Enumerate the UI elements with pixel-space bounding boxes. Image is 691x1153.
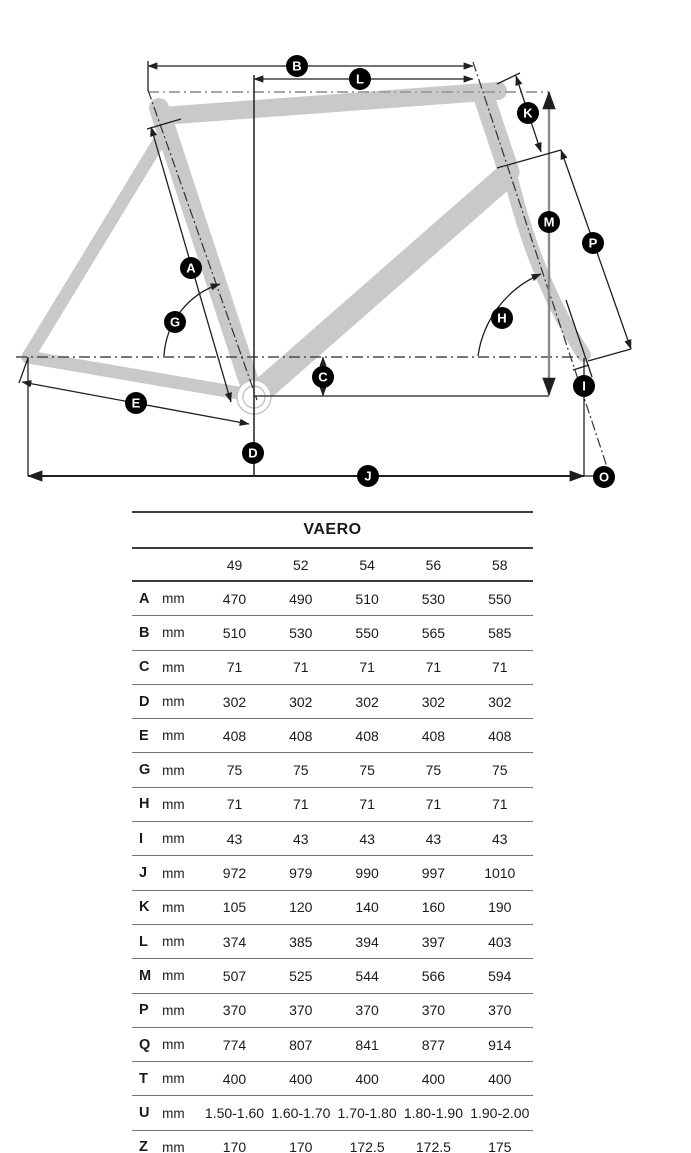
cell-value: 105 <box>201 890 267 924</box>
table-row <box>132 616 533 650</box>
table-row <box>132 1027 533 1061</box>
row-unit: mm <box>159 890 201 924</box>
cell-value: 370 <box>467 993 533 1027</box>
table-title-row <box>132 512 533 548</box>
cell-value: 530 <box>421 590 446 607</box>
table-row <box>132 1096 533 1130</box>
cell-value: 302 <box>400 684 466 718</box>
seat-stay <box>28 130 166 357</box>
size-column-header: 58 <box>467 548 533 581</box>
cell-value: 394 <box>334 924 400 958</box>
dim-label-P <box>582 232 604 254</box>
cell-value: 43 <box>268 822 334 856</box>
row-label: P <box>132 993 159 1027</box>
dim-label-M <box>538 211 560 233</box>
cell-value: 75 <box>400 753 466 787</box>
fork <box>509 170 584 355</box>
row-label: E <box>132 719 159 753</box>
cell-value: 1.50-1.60 <box>201 1096 267 1130</box>
dim-P-bottom-tick <box>588 349 631 361</box>
row-label: Q <box>132 1027 159 1061</box>
cell-value: 75 <box>201 753 267 787</box>
row-unit: mm <box>159 753 201 787</box>
cell-value: 71 <box>467 650 533 684</box>
cell-value: 302 <box>268 684 334 718</box>
row-label: M <box>132 959 159 993</box>
dim-label-E <box>125 392 147 414</box>
table-row <box>132 993 533 1027</box>
dim-label-J <box>357 465 379 487</box>
cell-value: 71 <box>334 650 400 684</box>
row-unit: mm <box>159 822 201 856</box>
cell-value: 370 <box>400 993 466 1027</box>
cell-value: 1010 <box>467 856 533 890</box>
row-unit: mm <box>159 856 201 890</box>
svg-text:C: C <box>318 369 328 385</box>
svg-text:H: H <box>497 310 507 326</box>
cell-value: 71 <box>201 650 267 684</box>
cell-value: 71 <box>268 787 334 821</box>
cell-value: 172.5 <box>334 1130 400 1153</box>
svg-text:J: J <box>364 468 372 484</box>
row-unit: mm <box>159 719 201 753</box>
dim-label-K <box>517 102 539 124</box>
cell-value: 71 <box>268 650 334 684</box>
cell-value: 544 <box>334 959 400 993</box>
svg-text:E: E <box>131 395 141 411</box>
row-label: U <box>132 1096 159 1130</box>
empty-header-cell <box>132 548 159 581</box>
table-row <box>132 753 533 787</box>
axis-lines <box>16 62 610 476</box>
row-unit: mm <box>159 650 201 684</box>
dim-label-I <box>573 375 595 397</box>
dim-label-A <box>180 257 202 279</box>
svg-text:I: I <box>582 378 586 394</box>
size-column-header: 49 <box>201 548 267 581</box>
cell-value: 43 <box>201 822 267 856</box>
svg-text:D: D <box>248 445 258 461</box>
cell-value: 43 <box>334 822 400 856</box>
frame-geometry-diagram <box>0 0 691 500</box>
dim-label-G <box>164 311 186 333</box>
row-label: K <box>132 890 159 924</box>
svg-text:P: P <box>588 235 598 251</box>
svg-text:K: K <box>523 105 533 121</box>
row-unit: mm <box>159 993 201 1027</box>
row-label: C <box>132 650 159 684</box>
geometry-table <box>132 511 533 1153</box>
cell-value: 120 <box>268 890 334 924</box>
table-title: VAERO <box>132 512 533 548</box>
cell-value: 400 <box>400 1062 466 1096</box>
table-row <box>132 787 533 821</box>
cell-value: 774 <box>201 1027 267 1061</box>
cell-value: 370 <box>201 993 267 1027</box>
dim-label-L <box>349 68 371 90</box>
cell-value: 71 <box>201 787 267 821</box>
seat-tube <box>159 108 254 397</box>
cell-value: 550 <box>334 616 400 650</box>
row-unit: mm <box>159 787 201 821</box>
cell-value: 400 <box>201 1062 267 1096</box>
cell-value: 172.5 <box>400 1130 466 1153</box>
cell-value: 408 <box>400 719 466 753</box>
cell-value: 370 <box>268 993 334 1027</box>
size-header-row <box>132 548 533 581</box>
table-row <box>132 822 533 856</box>
cell-value: 510 <box>201 616 267 650</box>
table-row <box>132 719 533 753</box>
cell-value: 160 <box>400 890 466 924</box>
cell-value: 565 <box>400 616 466 650</box>
cell-value: 75 <box>467 753 533 787</box>
cell-value: 807 <box>268 1027 334 1061</box>
cell-value: 997 <box>400 856 466 890</box>
cell-value: 397 <box>400 924 466 958</box>
size-column-header: 54 <box>334 548 400 581</box>
cell-value: 408 <box>334 719 400 753</box>
dim-label-D <box>242 442 264 464</box>
table-row <box>132 684 533 718</box>
cell-value: 403 <box>467 924 533 958</box>
row-unit: mm <box>159 959 201 993</box>
table-row <box>132 924 533 958</box>
cell-value: 1.80-1.90 <box>400 1096 466 1130</box>
svg-text:A: A <box>186 260 196 276</box>
cell-value: 979 <box>268 856 334 890</box>
size-column-header: 56 <box>400 548 466 581</box>
cell-value: 71 <box>334 787 400 821</box>
row-label: J <box>132 856 159 890</box>
svg-text:M: M <box>543 214 555 230</box>
cell-value: 302 <box>467 684 533 718</box>
row-unit: mm <box>162 591 185 607</box>
cell-value: 507 <box>201 959 267 993</box>
cell-value: 408 <box>268 719 334 753</box>
cell-value: 510 <box>355 590 379 607</box>
cell-value: 550 <box>488 590 512 607</box>
svg-text:L: L <box>356 71 364 87</box>
cell-value: 43 <box>400 822 466 856</box>
cell-value: 175 <box>467 1130 533 1153</box>
cell-value: 914 <box>467 1027 533 1061</box>
table-row <box>132 959 533 993</box>
row-label: I <box>132 822 159 856</box>
table-row <box>132 856 533 890</box>
cell-value: 525 <box>268 959 334 993</box>
row-unit: mm <box>159 1130 201 1153</box>
cell-value: 400 <box>467 1062 533 1096</box>
geometry-table-grid <box>132 511 533 1153</box>
table-row <box>132 890 533 924</box>
cell-value: 75 <box>334 753 400 787</box>
cell-value: 470 <box>222 590 247 607</box>
bike-frame <box>28 91 584 397</box>
cell-value: 585 <box>467 616 533 650</box>
size-column-header: 52 <box>268 548 334 581</box>
dim-label-H <box>491 307 513 329</box>
cell-value: 400 <box>268 1062 334 1096</box>
cell-value: 972 <box>201 856 267 890</box>
cell-value: 1.60-1.70 <box>268 1096 334 1130</box>
svg-text:O: O <box>598 469 610 485</box>
dim-label-O <box>593 466 615 488</box>
row-unit: mm <box>159 924 201 958</box>
cell-value: 190 <box>467 890 533 924</box>
dim-label-B <box>286 55 308 77</box>
cell-value: 302 <box>334 684 400 718</box>
svg-text:B: B <box>292 58 302 74</box>
row-unit: mm <box>159 1027 201 1061</box>
row-label: H <box>132 787 159 821</box>
cell-value: 1.70-1.80 <box>334 1096 400 1130</box>
cell-value: 990 <box>334 856 400 890</box>
cell-value: 877 <box>400 1027 466 1061</box>
cell-value: 170 <box>201 1130 267 1153</box>
cell-value: 490 <box>289 590 313 607</box>
table-row <box>132 1062 533 1096</box>
table-row <box>132 650 533 684</box>
row-unit: mm <box>159 1062 201 1096</box>
cell-value: 71 <box>400 650 466 684</box>
down-tube <box>254 177 505 397</box>
row-label: Z <box>132 1130 159 1153</box>
dim-label-C <box>312 366 334 388</box>
top-tube <box>162 91 498 116</box>
row-unit: mm <box>159 616 201 650</box>
row-label: B <box>132 616 159 650</box>
dim-E-tick <box>19 358 28 383</box>
cell-value: 841 <box>334 1027 400 1061</box>
cell-value: 566 <box>400 959 466 993</box>
cell-value: 400 <box>334 1062 400 1096</box>
cell-value: 302 <box>201 684 267 718</box>
cell-value: 374 <box>201 924 267 958</box>
row-label: L <box>132 924 159 958</box>
row-label: A <box>139 590 150 607</box>
table-row <box>132 581 533 616</box>
row-label: G <box>132 753 159 787</box>
cell-value: 75 <box>268 753 334 787</box>
cell-value: 140 <box>334 890 400 924</box>
dim-I-segment <box>573 365 589 370</box>
table-row <box>132 1130 533 1153</box>
row-unit: mm <box>159 684 201 718</box>
cell-value: 1.90-2.00 <box>467 1096 533 1130</box>
cell-value: 43 <box>467 822 533 856</box>
cell-value: 370 <box>334 993 400 1027</box>
cell-value: 71 <box>467 787 533 821</box>
row-unit: mm <box>159 1096 201 1130</box>
cell-value: 594 <box>467 959 533 993</box>
geometry-table-body <box>132 581 533 1153</box>
cell-value: 71 <box>400 787 466 821</box>
empty-header-cell <box>159 548 201 581</box>
row-label: D <box>132 684 159 718</box>
svg-text:G: G <box>169 314 181 330</box>
cell-value: 408 <box>201 719 267 753</box>
cell-value: 408 <box>467 719 533 753</box>
row-label: T <box>132 1062 159 1096</box>
cell-value: 530 <box>268 616 334 650</box>
cell-value: 170 <box>268 1130 334 1153</box>
cell-value: 385 <box>268 924 334 958</box>
